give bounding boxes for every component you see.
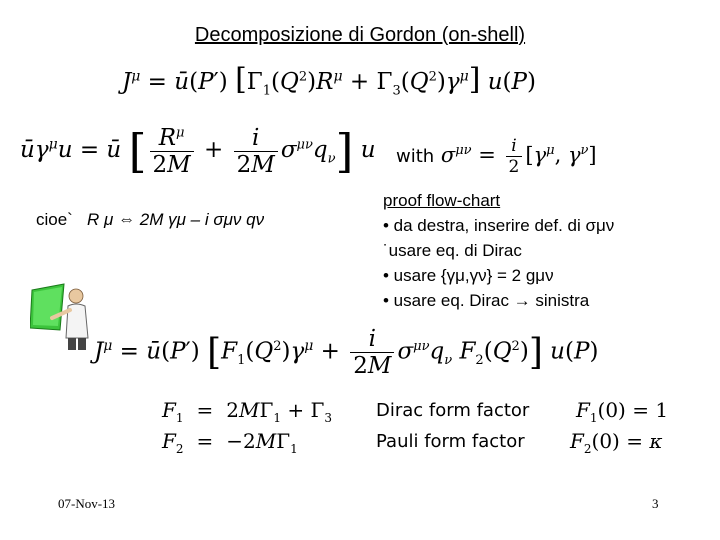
equation-gordon-identity: $ū\gamma^\mu u$ = ū [ $\frac{R^\mu}{2M}$ + $\frac{i}{2M}$ $\sigma^{\mu\nu}q_\nu$] u [20,124,376,178]
with-label: with [396,146,435,167]
cioe-line [36,210,264,230]
footer-date: 07-Nov-13 [58,496,116,511]
equation-sigma-definition: with $\sigma^{\mu\nu}$ = $\frac{i}{2}$ [$\gamma^\mu$, $\gamma^\nu$] [396,136,597,177]
form-factor-row: $F_1 = 2M\Gamma_1 + \Gamma_3$ [162,398,332,425]
flowchart-step: • da destra, inserire def. di σμν [383,216,615,235]
flowchart-heading: proof flow-chart [383,191,501,210]
form-factor-name: Pauli form factor [376,431,525,452]
flowchart-step: ˙usare eq. di Dirac [383,241,522,260]
form-factor-normalization: $F_1(0) = 1$ [576,398,669,425]
form-factor-name: Dirac form factor [376,400,530,421]
form-factor-row: $F_2 = -2M\Gamma_1$ [162,429,298,456]
cioe-prefix: cioe` [36,210,73,229]
flowchart-step: • usare {γμ,γν} = 2 gμν [383,266,554,285]
flowchart-step: • usare eq. Dirac → sinistra [383,291,590,310]
form-factor-normalization: $F_2(0) = \kappa$ [570,429,663,456]
page-title: Decomposizione di Gordon (on-shell) [194,24,526,46]
equation-current-F: $J^\mu$ = ū(P′) [$F_1(Q^2)\gamma^\mu$ + $\frac{i}{2M}$ $\sigma^{\mu\nu}q_\nu$ $F_2(Q^2)$] u(P) [94,326,599,379]
form-factor-definition: $2M\Gamma_1 + \Gamma_3$ [226,398,332,425]
presenter-clipart-icon [30,282,92,352]
page-number: 3 [652,496,659,511]
cioe-relation: R μ ⇔ 2M γμ – i σμν qν [87,210,265,229]
form-factor-definition: $-2M\Gamma_1$ [226,429,298,456]
proof-flowchart [383,188,614,313]
equation-current-gamma: $J^\mu$ = ū(P′) $[\Gamma_1(Q^2)R^\mu + \Gamma_3(Q^2)\gamma^\mu]$ u(P) [122,62,536,99]
